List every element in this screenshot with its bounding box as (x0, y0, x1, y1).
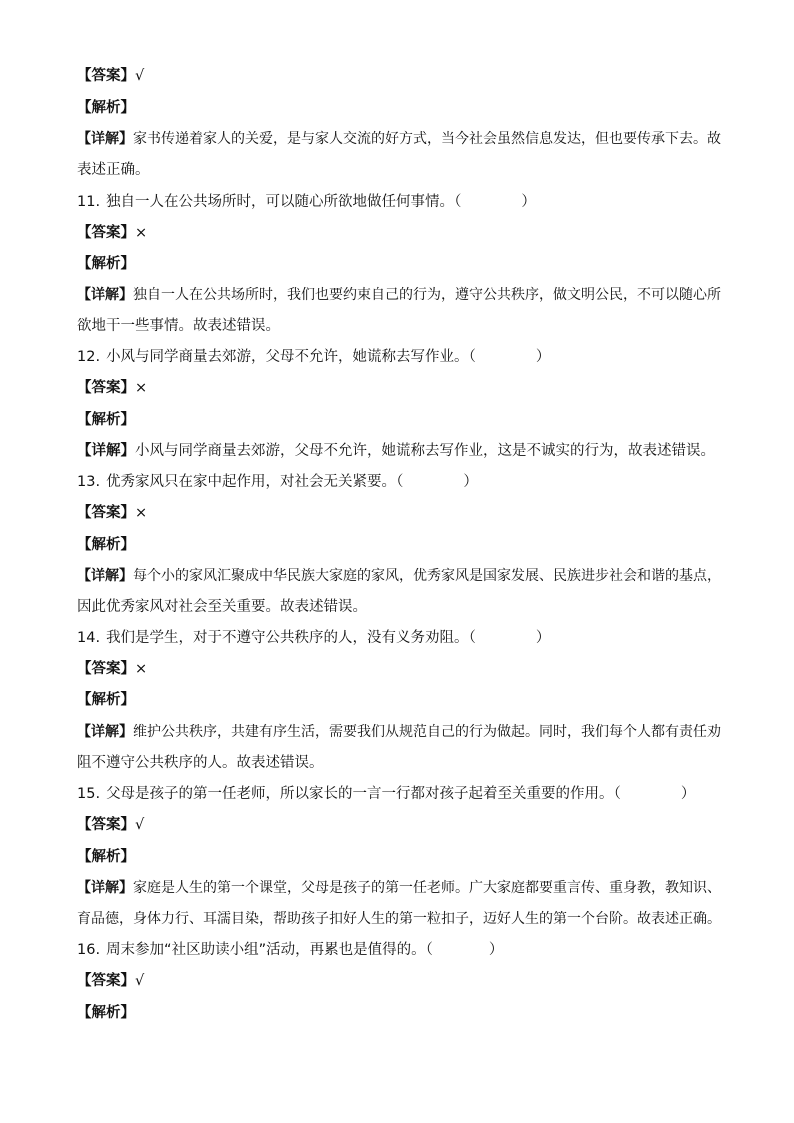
detail-text: 表述正确。 (77, 162, 150, 178)
answer-value: × (135, 380, 148, 396)
detail-continuation (77, 753, 727, 773)
detail-row (77, 878, 727, 898)
answer-label: 【答案】 (77, 661, 135, 677)
detail-label: 【详解】 (77, 568, 133, 584)
close-paren: ） (535, 630, 551, 646)
detail-continuation (77, 909, 727, 929)
detail-continuation (77, 316, 727, 336)
question-number: 16. (77, 942, 101, 958)
question-row (77, 347, 727, 367)
answer-value: × (135, 505, 148, 521)
close-paren: ） (535, 349, 551, 365)
open-paren: （ (454, 194, 462, 210)
analysis-label: 【解析】 (77, 1005, 135, 1021)
answer-value: √ (135, 973, 145, 989)
detail-text: 维护公共秩序，共建有序生活，需要我们从规范自己的行为做起。同时，我们每个人都有责任劝 (133, 724, 721, 740)
analysis-label: 【解析】 (77, 692, 135, 708)
analysis-row (77, 410, 727, 430)
detail-continuation (77, 160, 727, 180)
detail-text: 独自一人在公共场所时，我们也要约束自己的行为，遵守公共秩序，做文明公民，不可以随心所 (133, 287, 721, 303)
answer-label: 【答案】 (77, 505, 135, 521)
open-paren: （ (613, 786, 621, 802)
analysis-row (77, 1003, 727, 1023)
question-text: 父母是孩子的第一任老师，所以家长的一言一行都对孩子起着至关重要的作用。 (106, 786, 614, 802)
detail-text: 家庭是人生的第一个课堂，父母是孩子的第一任老师。广大家庭都要重言传、重身教，教知识、 (133, 880, 721, 896)
question-text: 小风与同学商量去郊游，父母不允许，她谎称去写作业。 (106, 349, 469, 365)
answer-row (77, 659, 727, 679)
detail-text: 每个小的家风汇聚成中华民族大家庭的家风，优秀家风是国家发展、民族进步社会和谐的基点， (133, 568, 721, 584)
answer-row (77, 66, 727, 86)
question-row (77, 940, 727, 960)
answer-row (77, 378, 727, 398)
answer-row (77, 223, 727, 243)
analysis-row (77, 690, 727, 710)
analysis-row (77, 98, 727, 118)
answer-row (77, 971, 727, 991)
detail-text: 欲地干一些事情。故表述错误。 (77, 318, 280, 334)
detail-label: 【详解】 (77, 724, 133, 740)
answer-label: 【答案】 (77, 973, 135, 989)
detail-row (77, 722, 727, 742)
detail-row (77, 129, 727, 149)
detail-text: 家书传递着家人的关爱，是与家人交流的好方式，当今社会虽然信息发达，但也要传承下去。故 (133, 131, 721, 147)
question-row (77, 192, 727, 212)
question-number: 15. (77, 786, 101, 802)
close-paren: ） (680, 786, 696, 802)
analysis-label: 【解析】 (77, 849, 135, 865)
analysis-row (77, 535, 727, 555)
detail-continuation (77, 597, 727, 617)
question-number: 12. (77, 349, 101, 365)
open-paren: （ (468, 349, 476, 365)
question-text: 独自一人在公共场所时，可以随心所欲地做任何事情。 (106, 194, 455, 210)
analysis-row (77, 847, 727, 867)
answer-value: √ (135, 68, 145, 84)
answer-label: 【答案】 (77, 380, 135, 396)
analysis-row (77, 254, 727, 274)
question-text: 周末参加“社区助读小组”活动，再累也是值得的。 (106, 942, 426, 958)
analysis-label: 【解析】 (77, 412, 135, 428)
close-paren: ） (488, 942, 504, 958)
question-number: 11. (77, 194, 101, 210)
detail-row (77, 285, 727, 305)
close-paren: ） (463, 474, 478, 490)
question-number: 13. (77, 474, 101, 490)
answer-value: × (135, 225, 148, 241)
analysis-label: 【解析】 (77, 256, 135, 272)
detail-row (77, 441, 727, 461)
detail-text: 育品德，身体力行、耳濡目染，帮助孩子扣好人生的第一粒扣子，迈好人生的第一个台阶。故表述正确。 (77, 911, 721, 927)
open-paren: （ (425, 942, 433, 958)
question-number: 14. (77, 630, 101, 646)
detail-label: 【详解】 (77, 287, 133, 303)
question-row (77, 784, 727, 804)
analysis-label: 【解析】 (77, 537, 135, 553)
answer-row (77, 815, 727, 835)
detail-text: 阻不遵守公共秩序的人。故表述错误。 (77, 755, 324, 771)
detail-text: 小风与同学商量去郊游，父母不允许，她谎称去写作业，这是不诚实的行为，故表述错误。 (135, 443, 715, 459)
question-row (77, 472, 727, 492)
detail-text: 因此优秀家风对社会至关重要。故表述错误。 (77, 599, 367, 615)
answer-label: 【答案】 (77, 817, 135, 833)
detail-label: 【详解】 (77, 880, 133, 896)
open-paren: （ (396, 474, 404, 490)
detail-row (77, 566, 727, 586)
question-text: 我们是学生，对于不遵守公共秩序的人，没有义务劝阻。 (106, 630, 469, 646)
analysis-label: 【解析】 (77, 100, 135, 116)
answer-row (77, 503, 727, 523)
detail-label: 【详解】 (77, 131, 133, 147)
close-paren: ） (521, 194, 536, 210)
answer-value: × (135, 661, 148, 677)
detail-label: 【详解】 (77, 443, 135, 459)
answer-value: √ (135, 817, 145, 833)
answer-label: 【答案】 (77, 68, 135, 84)
question-row (77, 628, 727, 648)
question-text: 优秀家风只在家中起作用，对社会无关紧要。 (106, 474, 397, 490)
answer-label: 【答案】 (77, 225, 135, 241)
open-paren: （ (468, 630, 476, 646)
